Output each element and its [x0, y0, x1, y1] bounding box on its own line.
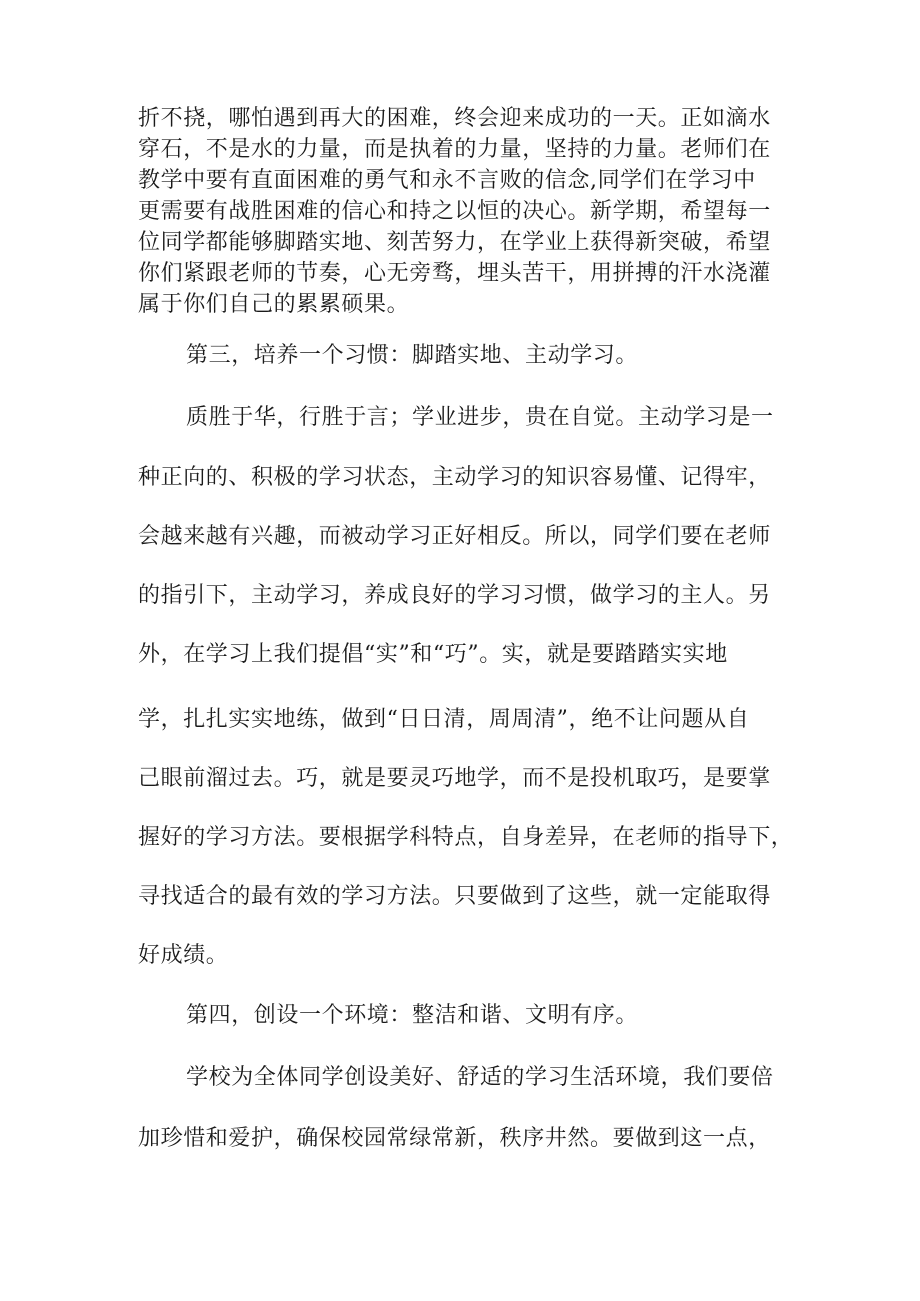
paragraph-line: 质胜于华，行胜于言；学业进步，贵在自觉。主动学习是一 [186, 405, 774, 430]
paragraph-line: 更需要有战胜困难的信心和持之以恒的决心。新学期，希望每一 [138, 199, 771, 224]
paragraph-line: 穿石，不是水的力量，而是执着的力量，坚持的力量。老师们在 [138, 137, 771, 162]
paragraph-line: 外，在学习上我们提倡“实”和“巧”。实，就是要踏踏实实地 [138, 642, 728, 667]
paragraph-line: 学，扎扎实实地练，做到“日日清，周周清”，绝不让问题从自 [138, 707, 750, 732]
paragraph-line: 握好的学习方法。要根据学科特点，自身差异，在老师的指导下， [138, 825, 794, 850]
paragraph-line: 学校为全体同学创设美好、舒适的学习生活环境，我们要倍 [186, 1065, 774, 1090]
paragraph-line: 种正向的、积极的学习状态，主动学习的知识容易懂、记得牢， [138, 465, 771, 490]
paragraph-line: 折不挠，哪怕遇到再大的困难，终会迎来成功的一天。正如滴水 [138, 106, 771, 131]
section-heading-3: 第三，培养一个习惯：脚踏实地、主动学习。 [186, 343, 639, 368]
paragraph-line: 的指引下，主动学习，养成良好的学习习惯，做学习的主人。另 [138, 583, 771, 608]
paragraph-line: 寻找适合的最有效的学习方法。只要做到了这些，就一定能取得 [138, 884, 771, 909]
paragraph-line: 你们紧跟老师的节奏，心无旁骛，埋头苦干，用拼搏的汗水浇灌 [138, 261, 771, 286]
paragraph-line: 加珍惜和爱护，确保校园常绿常新，秩序井然。要做到这一点， [138, 1126, 771, 1151]
paragraph-line: 己眼前溜过去。巧，就是要灵巧地学，而不是投机取巧，是要掌 [138, 766, 771, 791]
paragraph-line: 属于你们自己的累累硕果。 [138, 292, 410, 317]
paragraph-line: 教学中要有直面困难的勇气和永不言败的信念,同学们在学习中 [138, 168, 756, 193]
section-heading-4: 第四，创设一个环境：整洁和谐、文明有序。 [186, 1003, 639, 1028]
paragraph-line: 好成绩。 [138, 943, 229, 968]
paragraph-line: 位同学都能够脚踏实地、刻苦努力，在学业上获得新突破，希望 [138, 230, 771, 255]
paragraph-line: 会越来越有兴趣，而被动学习正好相反。所以，同学们要在老师 [138, 524, 771, 549]
